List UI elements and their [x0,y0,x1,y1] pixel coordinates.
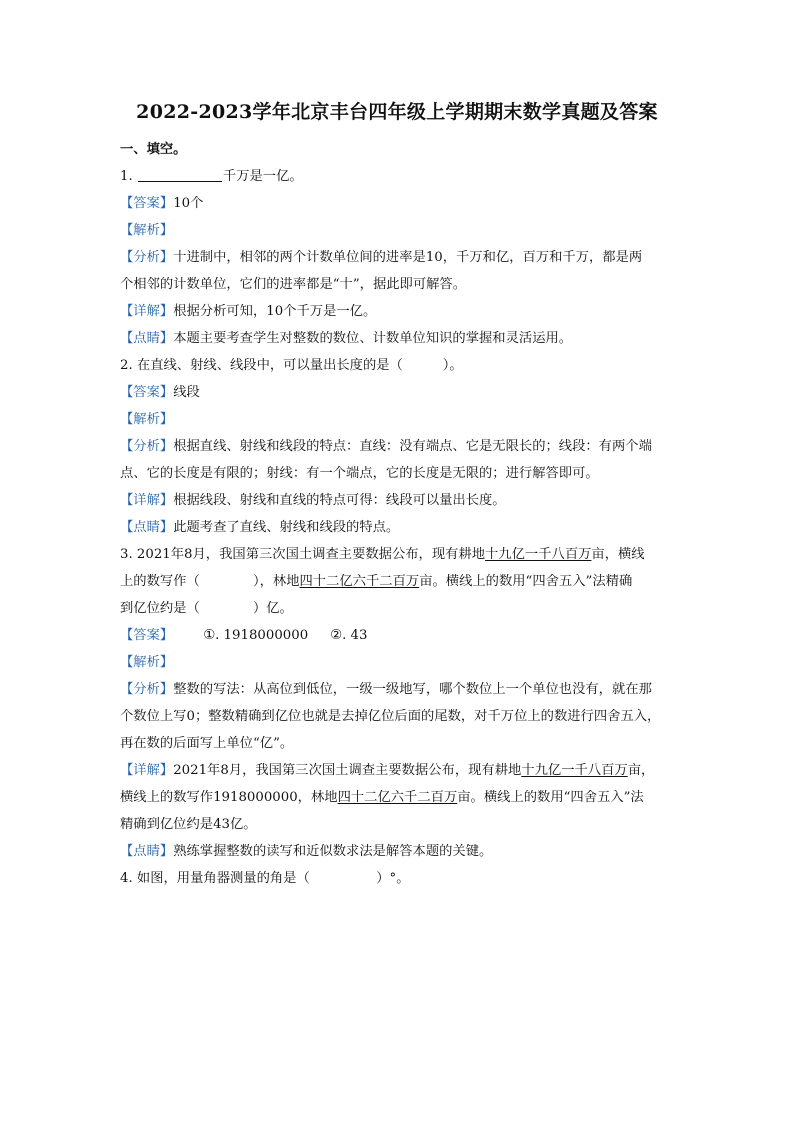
question-1 [120,163,680,190]
q3-fenxi-3: 再在数的后面写上单位“亿”。 [120,736,294,751]
answer-tag: 【答案】 [120,196,174,211]
document-title: 2022-2023学年北京丰台四年级上学期期末数学真题及答案 [136,101,658,123]
q1-fenxi [120,244,680,271]
q2-dianjing [120,514,680,541]
q3-xiangjie-line-1 [120,757,680,784]
q3-text: 上的数写作（ ），林地 [120,574,300,589]
xiangjie-tag: 【详解】 [120,493,174,508]
q1-fenxi-1: 十进制中，相邻的两个计数单位间的进率是10，千万和亿，百万和千万，都是两 [173,250,643,265]
dianjing-tag: 【点睛】 [120,844,174,859]
q3-xiangjie-text: 横线上的数写作1918000000，林地 [120,790,338,805]
q1-xiangjie [120,298,680,325]
q3-underlined-number: 四十二亿六千二百万 [299,574,420,589]
q3-dianjing-text: 熟练掌握整数的读写和近似数求法是解答本题的关键。 [173,844,493,859]
q2-fenxi-1: 根据直线、射线和线段的特点：直线：没有端点、它是无限长的；线段：有两个端 [173,439,652,454]
q3-underlined-number: 十九亿一千八百万 [521,763,628,778]
q1-fenxi-2: 个相邻的计数单位，它们的进率都是“十”，据此即可解答。 [120,277,467,292]
q3-fenxi-2: 个数位上写0；整数精确到亿位也就是去掉亿位后面的尾数，对千万位上的数进行四舍五入， [120,709,661,724]
q1-blank [138,167,222,182]
question-3-line-3: 到亿位约是（ ）亿。 [120,601,293,616]
answer-tag: 【答案】 [120,628,174,643]
xiangjie-tag: 【详解】 [120,304,174,319]
q3-fenxi-1: 整数的写法：从高位到低位，一级一级地写，哪个数位上一个单位也没有，就在那 [173,682,652,697]
dianjing-tag: 【点睛】 [120,520,174,535]
q3-xiangjie-text: 亩， [627,763,655,778]
q2-xiangjie [120,487,680,514]
question-2: 2. 在直线、射线、线段中，可以量出长度的是（ ）。 [120,358,463,373]
q2-dianjing-text: 此题考查了直线、射线和线段的特点。 [173,520,400,535]
q3-jiexi: 【解析】 [120,655,174,670]
q1-answer-text: 10个 [173,196,204,211]
document-content [120,136,680,892]
q3-text: 亩，横线 [591,547,645,562]
q1-xiangjie-text: 根据分析可知，10个千万是一亿。 [173,304,377,319]
question-3-line-2 [120,568,680,595]
dianjing-tag: 【点睛】 [120,331,174,346]
xiangjie-tag: 【详解】 [120,763,174,778]
q2-fenxi [120,433,680,460]
fenxi-tag: 【分析】 [120,250,174,265]
q3-xiangjie-text: 亩。横线上的数用“四舍五入”法 [457,790,644,805]
q3-answer [120,622,680,649]
q1-dianjing-text: 本题主要考查学生对整数的数位、计数单位知识的掌握和灵活运用。 [173,331,573,346]
q2-answer-text: 线段 [173,385,200,400]
q3-dianjing [120,838,680,865]
q3-text: 亩。横线上的数用“四舍五入”法精确 [419,574,633,589]
q3-xiangjie-line-2 [120,784,680,811]
q1-jiexi: 【解析】 [120,223,174,238]
q2-jiexi: 【解析】 [120,412,174,427]
q3-underlined-number: 十九亿一千八百万 [485,547,592,562]
question-4: 4. 如图，用量角器测量的角是（ ）°。 [120,871,410,886]
q2-fenxi-2: 点、它的长度是有限的；射线：有一个端点，它的长度是无限的；进行解答即可。 [120,466,599,481]
section-heading: 一、填空。 [120,142,187,157]
answer-tag: 【答案】 [120,385,174,400]
q3-xiangjie-line-3: 精确到亿位约是43亿。 [120,817,257,832]
q1-answer [120,190,680,217]
fenxi-tag: 【分析】 [120,682,174,697]
q2-xiangjie-text: 根据线段、射线和直线的特点可得：线段可以量出长度。 [173,493,506,508]
q3-xiangjie-text: 2021年8月，我国第三次国土调查主要数据公布，现有耕地 [173,763,522,778]
q3-answer-1: ①. 1918000000 [203,628,309,643]
fenxi-tag: 【分析】 [120,439,174,454]
q3-fenxi [120,676,680,703]
q3-answer-2: ②. 43 [330,628,368,643]
q1-dianjing [120,325,680,352]
q3-underlined-number: 四十二亿六千二百万 [337,790,458,805]
q3-text: 3. 2021年8月，我国第三次国土调查主要数据公布，现有耕地 [120,547,486,562]
q1-number: 1. [120,169,133,184]
question-3-line-1 [120,541,680,568]
q2-answer [120,379,680,406]
q1-text: 千万是一亿。 [222,169,303,184]
